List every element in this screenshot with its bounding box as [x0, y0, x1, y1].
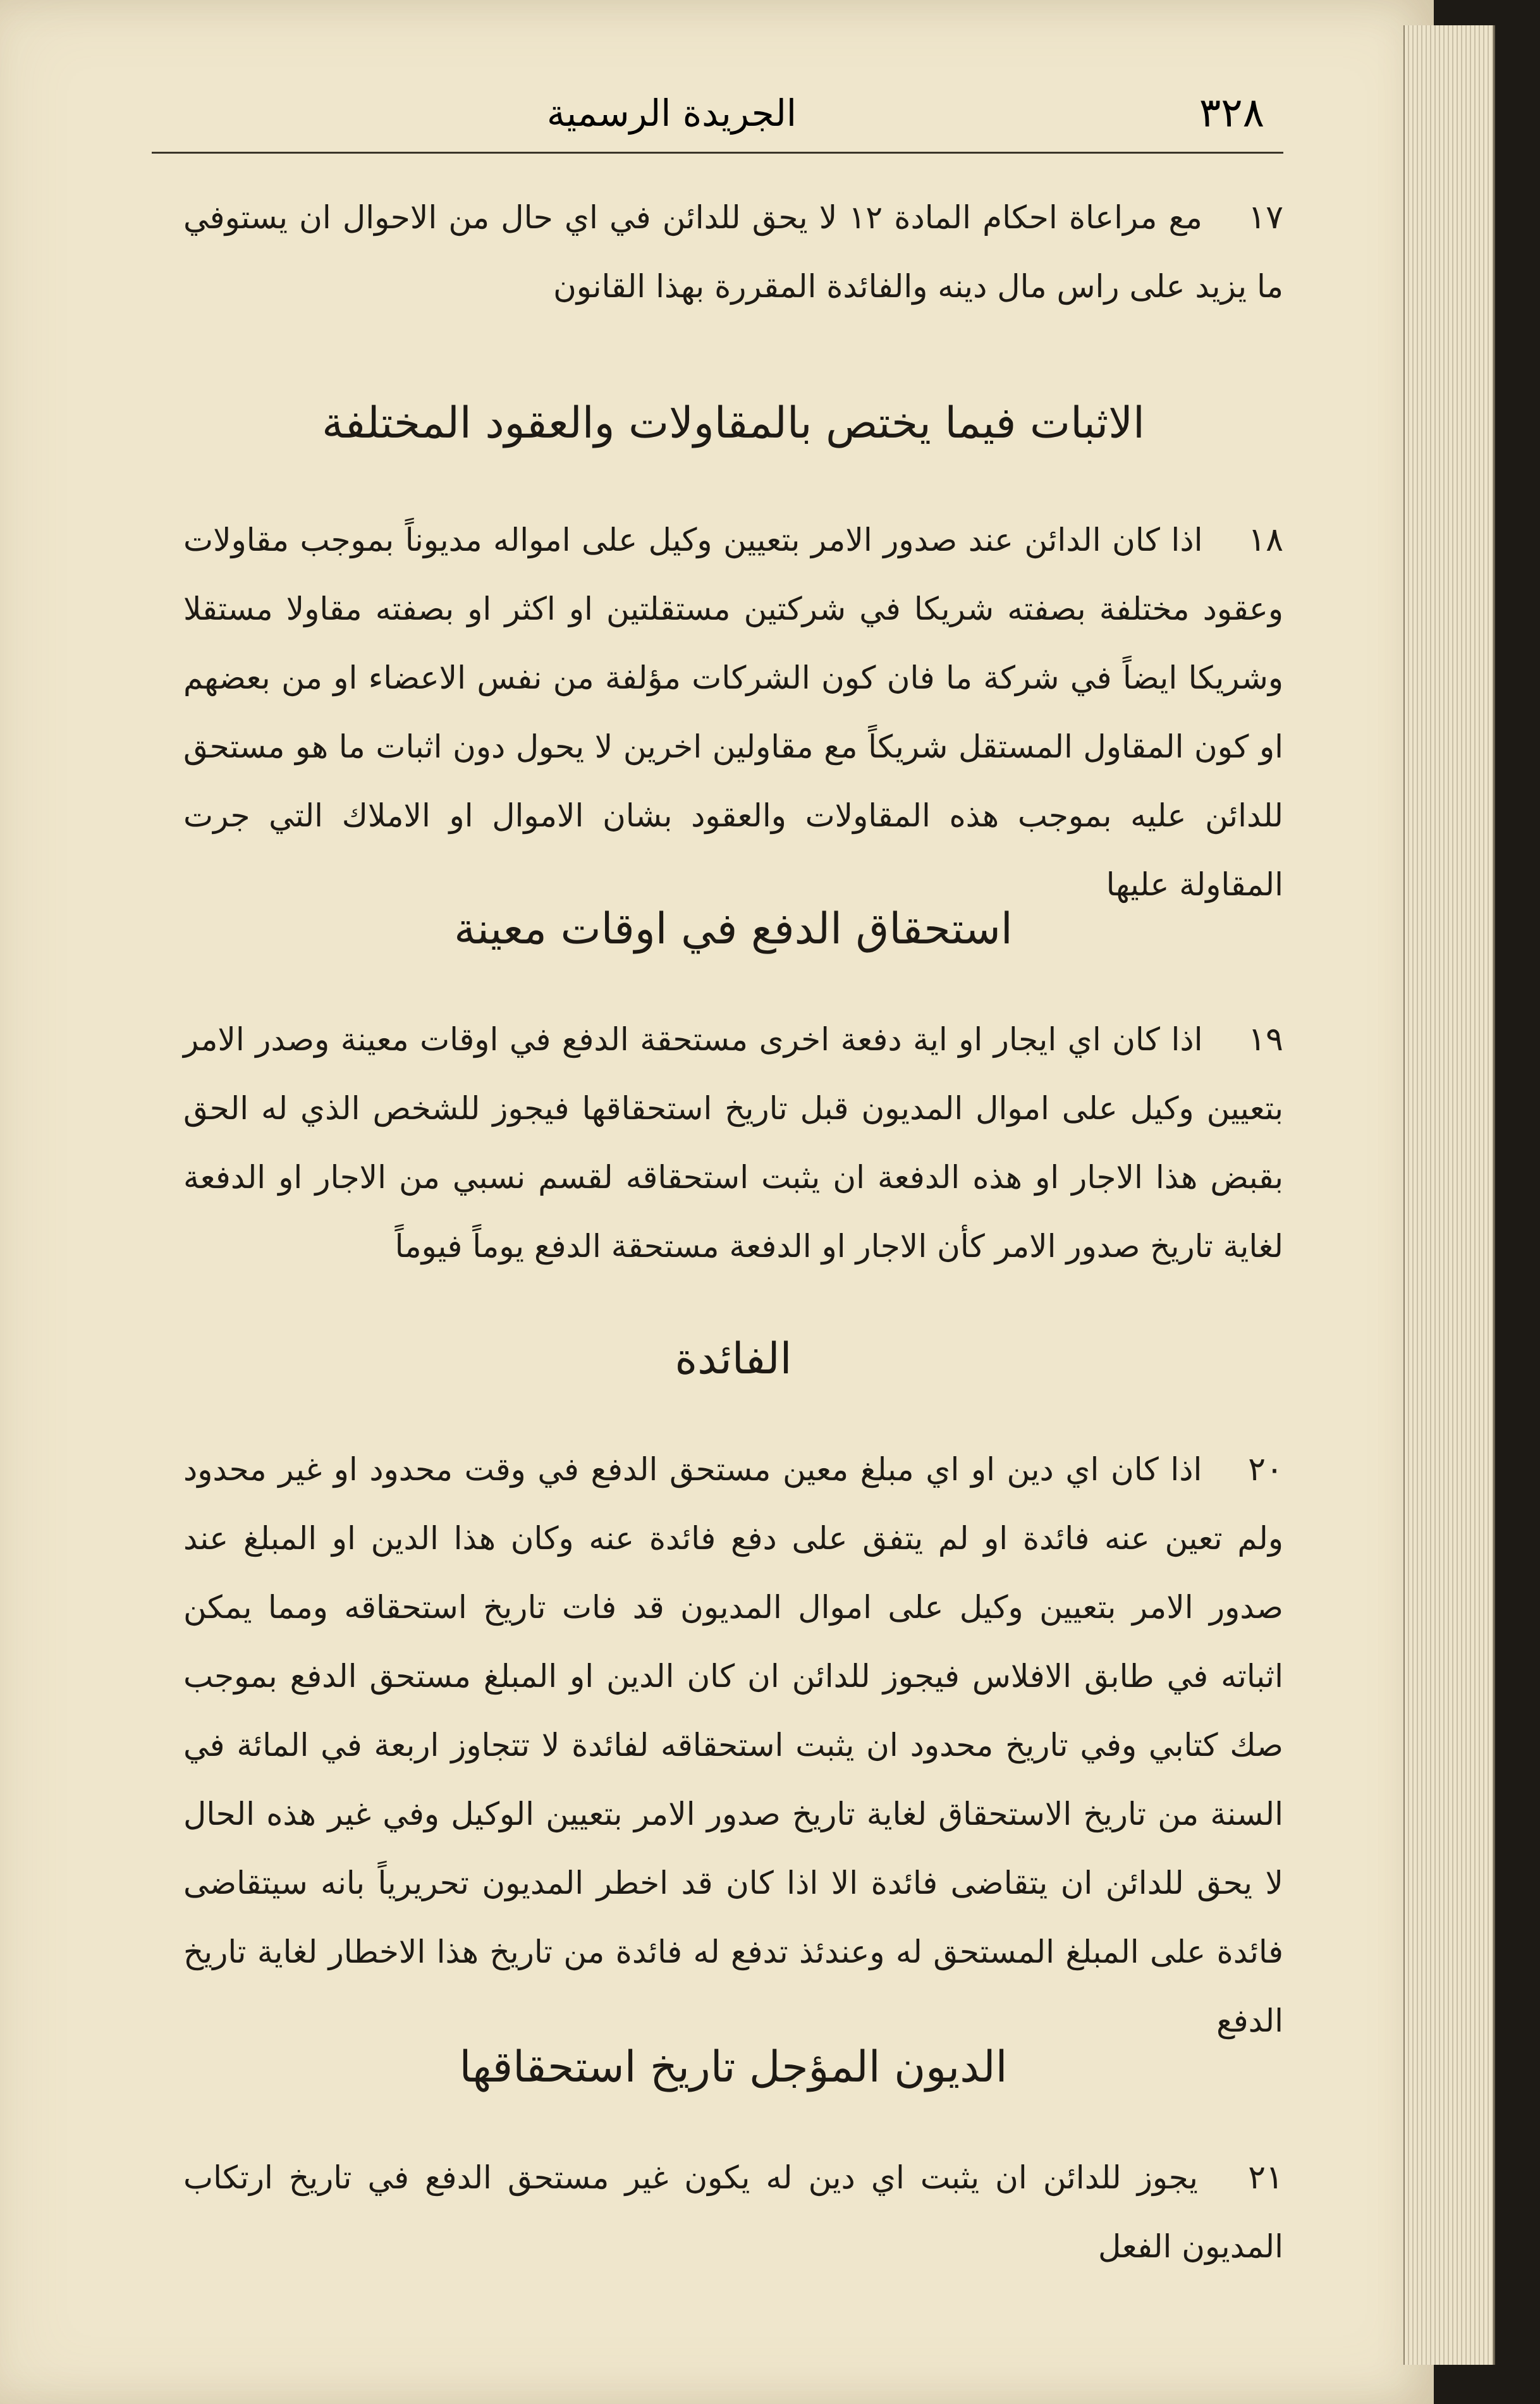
article-number: ١٧: [1248, 199, 1283, 236]
article-text: يجوز للدائن ان يثبت اي دين له يكون غير مستحق الدفع في تاريخ ارتكاب المديون الفعل: [183, 2159, 1283, 2265]
article-text: مع مراعاة احكام المادة ١٢ لا يحق للدائن في اي حال من الاحوال ان يستوفي ما يزيد على راس مال دينه والفائدة المقررة بهذا القانون: [183, 199, 1283, 305]
article-text: اذا كان اي ايجار او اية دفعة اخرى مستحقة الدفع في اوقات معينة وصدر الامر بتعيين وكيل على اموال المديون قبل تاريخ استحقاقها فيجوز للشخص الذي له الحق بقبض هذا الاجار او هذه الدفعة ان يثبت استحقاقه لقسم نسبي من الاجار او الدفعة لغاية تاريخ صدور الامر كأن الاجار او الدفعة مستحقة الدفع يوماً فيوماً: [183, 1021, 1283, 1265]
article-number: ٢٠: [1248, 1450, 1283, 1488]
book-page-edges: [1403, 25, 1495, 2365]
section-heading: استحقاق الدفع في اوقات معينة: [454, 904, 1013, 954]
page-number: ٣٢٨: [1199, 90, 1264, 137]
section-heading: الاثبات فيما يختص بالمقاولات والعقود المختلفة: [322, 398, 1145, 448]
article-19: [183, 1005, 1283, 1281]
section-heading: الديون المؤجل تاريخ استحقاقها: [459, 2042, 1008, 2092]
article-17: [183, 183, 1283, 321]
article-number: ٢١: [1248, 2159, 1283, 2197]
article-20: [183, 1435, 1283, 2056]
article-number: ١٨: [1248, 521, 1283, 559]
article-text: اذا كان اي دين او اي مبلغ معين مستحق الدفع في وقت محدود او غير محدود ولم تعين عنه فائدة او لم يتفق على دفع فائدة عنه وكان هذا الدين او المبلغ عند صدور الامر بتعيين وكيل على اموال المديون قد فات تاريخ استحقاقه ومما يمكن اثباته في طابق الافلاس فيجوز للدائن ان كان الدين او المبلغ مستحق الدفع بموجب صك كتابي وفي تاريخ محدود ان يثبت استحقاقه لفائدة لا تتجاوز اربعة في المائة في السنة من تاريخ الاستحقاق لغاية تاريخ صدور الامر بتعيين الوكيل وفي غير هذه الحال لا يحق للدائن ان يتقاضى فائدة الا اذا كان قد اخطر المديون تحريرياً بانه سيتقاضى فائدة على المبلغ المستحق له وعندئذ تدفع له فائدة من تاريخ هذا الاخطار لغاية تاريخ الدفع: [183, 1451, 1283, 2039]
running-title: الجريدة الرسمية: [546, 92, 797, 135]
article-21: [183, 2143, 1283, 2281]
article-text: اذا كان الدائن عند صدور الامر بتعيين وكيل على امواله مديوناً بموجب مقاولات وعقود مختلفة بصفته شريكا في شركتين مستقلتين او اكثر او بصفته مقاولا مستقلا وشريكا ايضاً في شركة ما فان كون الشركات مؤلفة من نفس الاعضاء او من بعضهم او كون المقاول المستقل شريكاً مع مقاولين اخرين لا يحول دون اثبات ما هو مستحق للدائن عليه بموجب هذه المقاولات والعقود بشان الاموال او الاملاك التي جرت المقاولة عليها: [183, 522, 1284, 903]
section-heading: الفائدة: [675, 1334, 792, 1384]
article-number: ١٩: [1248, 1021, 1283, 1058]
page-header: [152, 82, 1283, 154]
article-18: [183, 506, 1283, 919]
